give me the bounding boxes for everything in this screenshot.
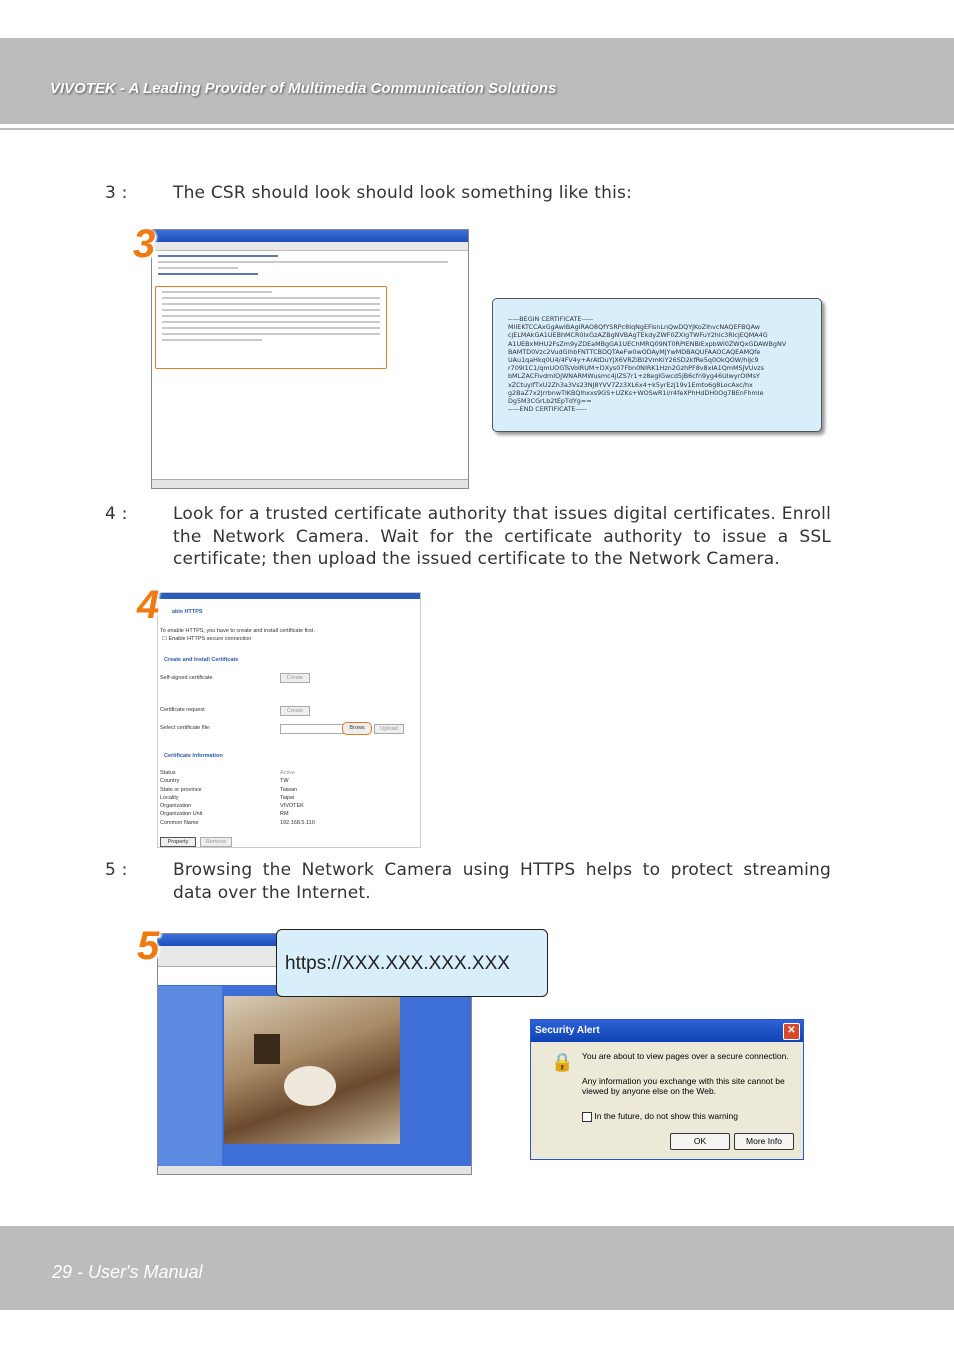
browse-button[interactable]: Brows (342, 722, 372, 735)
file-path-input[interactable] (280, 724, 344, 734)
step-5 (105, 859, 831, 904)
security-alert-dialog (530, 1019, 804, 1160)
step-text: Look for a trusted certificate authority that issues digital certificates. Enroll the Network Camera. Wait for the certificate authority to issue a SSL certificate; then upload the issued certificate to the Network Camera. (173, 504, 831, 569)
select-file-label: Select certificate file: (160, 725, 211, 731)
panel-note: To enable HTTPS, you have to create and install certificate first. (160, 628, 315, 634)
cert-info-values: Active TW Taiwan Taipei VIVOTEK RM 192.168.5.110 (280, 770, 315, 826)
dont-show-checkbox[interactable] (582, 1112, 592, 1122)
step-text: Browsing the Network Camera using HTTPS helps to protect streaming data over the Internet. (173, 860, 831, 903)
ok-button[interactable]: OK (670, 1133, 730, 1150)
create-section-title: Create and Install Certificate (164, 657, 239, 663)
close-icon[interactable]: ✕ (783, 1023, 800, 1040)
remove-button[interactable]: Remove (200, 837, 232, 847)
create-self-signed-button[interactable]: Create (280, 673, 310, 683)
info-section-title: Certificate Information (164, 753, 223, 759)
panel-title: able HTTPS (172, 609, 203, 615)
cert-info-keys: Status Country State or province Locality Organization Organization Unit Common Name (160, 770, 203, 826)
step-number: 4 : (105, 504, 128, 524)
csr-text-callout: -----BEGIN CERTIFICATE----- MIIEKTCCAxGgAwIBAgIRAO8QfYSRPc8IqNgEFisnLnQwDQYJKoZIhvcNAQEFBQAw cjELMAkGA1UEBhMCR0IxGzAZBgNVBAgTEkdyZWF0ZXIgTWFuY2hlc3RlcjEQMA4G A1UEBxMHU2FsZm9yZDEaMBgGA1UEChMRQ09NT0RPIENBIExpbWl0ZWQxGDAWBgNV BAMTD0Vzc2VudGlhbFNTTCBDQTAeFw0wODAyMjYwMDBAQUFAAOCAQEAMQfe UAu1qaHkq0U4/4FV4y+ArAtDuYjX6VRZiBI2VmKiY26SD2kfRe5q0OkQOW/hiJc9 r709l1C1/qmUOGTsVolRUM+DXys07Fbn0NIRK1Hzn2GzhPF8v8xIA1QmMSJVUvzs bMLZACFivdmIOjWNARMWusmc4jIZS7r1+z8egIGwcd5jB6cfn9yg46UIwyrOIMsY xZCtuylfTxU2Zh3a3Vs23NJ8YVV7Zz3XL6x4+k5yrEzj19v1Emto6g8LocAxc/hx g2BaZ7x2JrrbnwTlKBQlhxxs9GS+UZKs+WOSwR1i/r4feXPhHdDH0Og7BEnFhmIe Dg5M3CGrLb2tEpTdYg== -----END CERTIFICATE----- (492, 298, 822, 432)
enable-https-row[interactable]: ☐ Enable HTTPS secure connection (162, 636, 252, 642)
step-badge-5: 5 (137, 924, 160, 968)
step-3 (105, 182, 839, 205)
footer-page-label: 29 - User's Manual (52, 1262, 203, 1282)
step-number: 3 : (105, 183, 128, 203)
step-text: The CSR should look should look something like this: (173, 183, 632, 203)
dialog-titlebar (531, 1020, 803, 1042)
dialog-message-2: Any information you exchange with this site cannot be viewed by anyone else on the Web. (582, 1076, 785, 1096)
upload-button[interactable]: Upload (374, 724, 404, 734)
csr-highlight-frame (155, 286, 387, 369)
csr-window-screenshot (151, 229, 469, 489)
more-info-button[interactable]: More Info (734, 1133, 794, 1150)
step-number: 5 : (105, 860, 128, 880)
header-rule (0, 128, 954, 130)
dialog-message-1: You are about to view pages over a secure connection. (582, 1051, 789, 1061)
step-badge-3: 3 (133, 222, 156, 266)
camera-sidebar (158, 986, 222, 1174)
step-badge-4: 4 (137, 583, 160, 627)
https-settings-screenshot (157, 592, 421, 848)
dont-show-checkbox-row[interactable] (582, 1111, 738, 1122)
self-signed-label: Self-signed certificate (160, 675, 213, 681)
dialog-title: Security Alert (535, 1025, 600, 1036)
camera-live-view (224, 996, 400, 1144)
lock-icon: 🔒 (551, 1052, 574, 1072)
header-title: VIVOTEK - A Leading Provider of Multimedia Communication Solutions (50, 80, 557, 97)
checkbox-label: In the future, do not show this warning (594, 1111, 739, 1121)
property-button[interactable]: Property (160, 837, 196, 847)
create-request-button[interactable]: Create (280, 706, 310, 716)
cert-request-label: Certificate request (160, 707, 205, 713)
https-url-callout: https://XXX.XXX.XXX.XXX (276, 929, 548, 997)
